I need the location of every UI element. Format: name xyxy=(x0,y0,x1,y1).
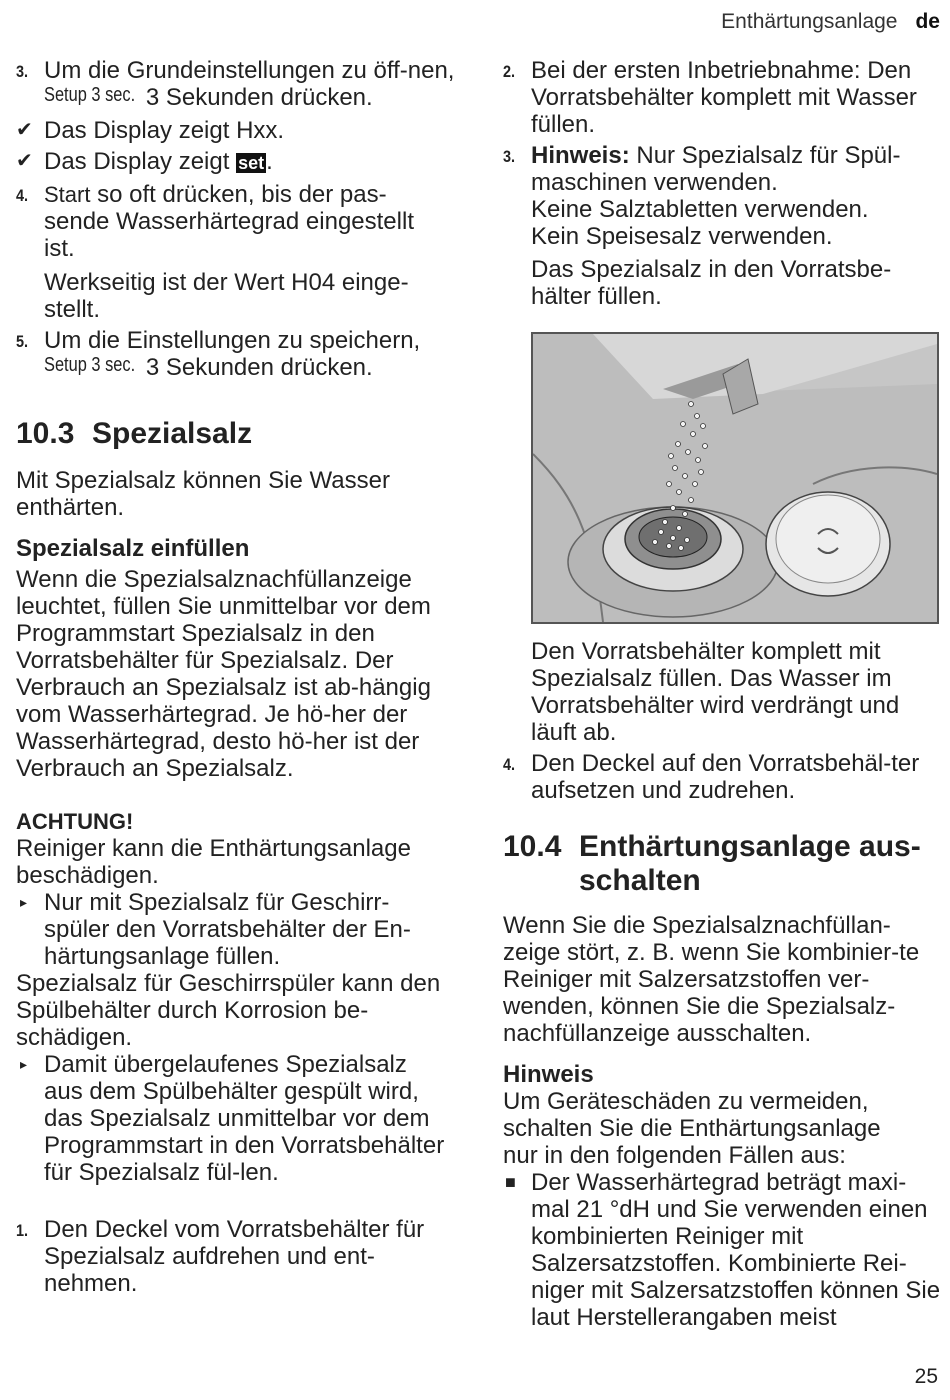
warning-text-1: Reiniger kann die Enthärtungsanlage beschädigen. xyxy=(16,835,411,889)
left-column xyxy=(16,57,456,1301)
paragraph-salt-usage: Wenn die Spezialsalznachfüllanzeige leuchtet, füllen Sie unmittelbar vor dem Programmstart Spezialsalz in den Vorratsbehälter für Spezialsalz. Der Verbrauch an Spezialsalz ist ab-hängig vom Wasserhärtegrad. Je hö-her der Wasserhärtegrad, desto hö-her ist der Verbrauch an Spezialsalz. xyxy=(16,566,431,782)
fill-salt-instruction: Das Spezialsalz in den Vorratsbe-hälter füllen. xyxy=(531,256,892,310)
setup-button-label: Setup 3 sec. xyxy=(44,84,136,106)
result-display-hxx: ✔ Das Display zeigt Hxx. xyxy=(16,117,285,144)
right-column xyxy=(503,57,943,1335)
check-icon: ✔ xyxy=(16,119,33,141)
section-heading-10-4: 10.4 Enthärtungsanlage aus-schalten xyxy=(503,830,921,897)
fill-completely-text: Den Vorratsbehälter komplett mit Spezialsalz füllen. Das Wasser im Vorratsbehälter wird verdrängt und läuft ab. xyxy=(531,638,900,746)
check-icon: ✔ xyxy=(16,150,33,172)
page-header xyxy=(721,8,940,35)
header-section: Enthärtungsanlage xyxy=(721,10,898,33)
paragraph-disable-indicator: Wenn Sie die Spezialsalznachfüllan-zeige stört, z. B. wenn Sie kombinier-te Reiniger mit Salzersatzstoffen ver-wenden, können Sie die Spezialsalz-nachfüllanzeige ausschalten. xyxy=(503,912,920,1047)
warning-bullet-1: ▸ Nur mit Spezialsalz für Geschirr-spüler den Vorratsbehälter der En-härtungsanlage füllen. xyxy=(20,889,411,970)
warning-heading: ACHTUNG! xyxy=(16,809,134,834)
hint-line-3: Kein Speisesalz verwenden. xyxy=(531,223,833,250)
hint-bullet: ■ Der Wasserhärtegrad beträgt maxi-mal 21 °dH und Sie verwenden einen kombinierten Reiniger mit Salzersatzstoffen. Kombinierte Rei-niger mit Salzersatzstoffen können Sie laut Herstellerangaben meist xyxy=(505,1169,941,1331)
page-number: 25 xyxy=(914,1365,938,1388)
step-4-start: 4. Start so oft drücken, bis der pas-sende Wasserhärtegrad eingestellt ist. xyxy=(16,181,414,262)
step-2-fill-water: 2. Bei der ersten Inbetriebnahme: Den Vorratsbehälter komplett mit Wasser füllen. xyxy=(503,57,917,138)
step-5-save: 5. Um die Einstellungen zu speichern, Setup 3 sec. 3 Sekunden drücken. xyxy=(16,327,421,381)
display-set-indicator: set xyxy=(238,153,265,173)
square-bullet-icon: ■ xyxy=(505,1172,516,1192)
start-button-label: Start xyxy=(44,182,91,207)
hint-heading: Hinweis xyxy=(503,1061,594,1088)
step-4-close-lid: 4. Den Deckel auf den Vorratsbehäl-ter aufsetzen und zudrehen. xyxy=(503,750,920,804)
hint-label: Hinweis: xyxy=(531,142,630,169)
setup-button-label: Setup 3 sec. xyxy=(44,354,136,376)
step-3-open-settings: 3. Um die Grundeinstellungen zu öff-nen, Setup 3 sec. 3 Sekunden drücken. xyxy=(16,57,455,111)
warning-bullet-2: ▸ Damit übergelaufenes Spezialsalz aus dem Spülbehälter gespült wird, das Spezialsalz unmittelbar vor dem Programmstart in den Vorratsbehälter für Spezialsalz fül-len. xyxy=(20,1051,445,1186)
triangle-bullet-icon: ▸ xyxy=(20,894,28,910)
subheading-fill-salt: Spezialsalz einfüllen xyxy=(16,535,250,562)
hint-line-2: Keine Salztabletten verwenden. xyxy=(531,196,869,223)
step-3-hint: 3. Hinweis: Nur Spezialsalz für Spül-maschinen verwenden. xyxy=(503,142,901,196)
header-language: de xyxy=(915,10,940,33)
triangle-bullet-icon: ▸ xyxy=(20,1056,28,1072)
warning-text-2: Spezialsalz für Geschirrspüler kann den Spülbehälter durch Korrosion be-schädigen. xyxy=(16,970,441,1051)
result-display-set: ✔ Das Display zeigt set. xyxy=(16,148,273,175)
step-4-note: Werkseitig ist der Wert H04 einge-stellt. xyxy=(44,269,409,323)
step-1-remove-lid: 1. Den Deckel vom Vorratsbehälter für Spezialsalz aufdrehen und ent-nehmen. xyxy=(16,1216,425,1297)
salt-filling-illustration xyxy=(531,332,939,624)
salt-container-drawing xyxy=(533,334,937,622)
hint-text: Um Geräteschäden zu vermeiden, schalten Sie die Enthärtungsanlage nur in den folgenden Fällen aus: xyxy=(503,1088,881,1169)
section-heading-10-3: 10.3 Spezialsalz xyxy=(16,417,253,450)
section-intro: Mit Spezialsalz können Sie Wasser enthärten. xyxy=(16,467,390,521)
